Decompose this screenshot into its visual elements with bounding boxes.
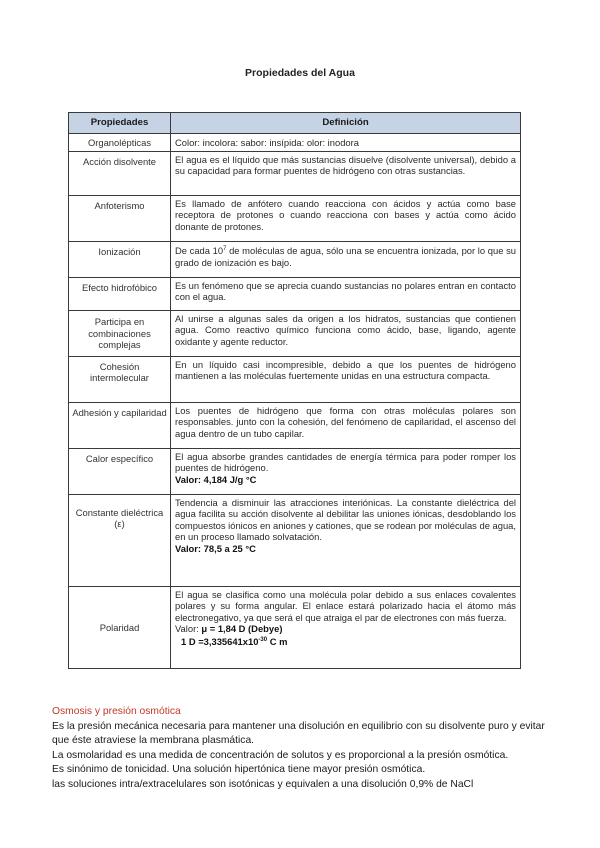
property-definition: En un líquido casi incompresible, debido a que los puentes de hidrógeno mantienen a las moléculas fuertemente unidas en una estructura compacta. <box>171 357 521 403</box>
property-name: Polaridad <box>69 587 171 669</box>
table-row <box>69 495 521 587</box>
debye-exponent: -30 <box>258 636 268 643</box>
property-definition <box>171 495 521 587</box>
debye-conversion-end: C m <box>267 635 288 647</box>
ionization-text-end: de moléculas de agua, sólo una se encuentra ionizada, por lo que su grado de ionización es bajo. <box>175 245 516 268</box>
column-header-properties: Propiedades <box>69 113 171 134</box>
table-row <box>69 134 521 152</box>
property-name: Calor específico <box>69 449 171 495</box>
ionization-exponent: 7 <box>223 246 227 252</box>
polarity-value-label: Valor: <box>175 623 199 635</box>
table-row <box>69 449 521 495</box>
table-row <box>69 242 521 278</box>
osmosis-section <box>52 705 562 793</box>
property-name: Adhesión y capilaridad <box>69 403 171 449</box>
dielectric-definition-text: Tendencia a disminuir las atracciones interiónicas. La constante dieléctrica del agua facilita su acción disolvente al debilitar las uniones iónicas, desdoblando los compuestos iónicos en aniones y cationes, que se rodean por moléculas de agua, en un proceso llamado solvatación. <box>175 497 516 543</box>
property-name: Efecto hidrofóbico <box>69 278 171 311</box>
property-definition <box>171 242 521 278</box>
table-row <box>69 357 521 403</box>
polarity-dipole-value: μ = 1,84 D (Debye) <box>201 623 283 635</box>
polarity-value-line <box>175 623 516 634</box>
page-title: Propiedades del Agua <box>245 67 355 79</box>
paragraph-line: las soluciones intra/extracelulares son isotónicas y equivalen a una disolución 0,9% de NaCl <box>52 778 474 790</box>
table-row <box>69 587 521 669</box>
debye-conversion-start: 1 D =3,335641x10 <box>181 635 259 647</box>
paragraph-line: La osmolaridad es una medida de concentración de solutos y es proporcional a la presión osmótica. <box>52 749 509 761</box>
property-definition: Es llamado de anfótero cuando reacciona con ácidos y actúa como base receptora de protones o cuando reacciona con bases y actúa como ácido donante de protones. <box>171 196 521 242</box>
property-definition <box>171 449 521 495</box>
property-definition: Es un fenómeno que se aprecia cuando sustancias no polares entran en contacto con el agua. <box>171 278 521 311</box>
property-definition: Los puentes de hidrógeno que forma con otras moléculas polares son responsables. junto con la cohesión, del fenómeno de capilaridad, el ascenso del agua dentro de un tubo capilar. <box>171 403 521 449</box>
table-header-row <box>69 113 521 134</box>
property-name: Organolépticas <box>69 134 171 152</box>
property-name: Participa en combinaciones complejas <box>69 311 171 357</box>
debye-conversion <box>175 635 516 648</box>
table-row <box>69 311 521 357</box>
property-name: Anfoterismo <box>69 196 171 242</box>
property-definition: Color: incolora: sabor: insípida: olor: inodora <box>171 134 521 152</box>
property-name: Cohesión intermolecular <box>69 357 171 403</box>
property-definition: El agua es el líquido que más sustancias disuelve (disolvente universal), debido a su capacidad para formar puentes de hidrógeno con otras sustancias. <box>171 152 521 196</box>
ionization-text-start: De cada 10 <box>175 245 224 257</box>
section-heading: Osmosis y presión osmótica <box>52 706 181 717</box>
paragraph-line: Es la presión mecánica necesaria para mantener una disolución en equilibrio con su disolvente puro y evitar que éste atraviese la membrana plasmática. <box>52 720 545 747</box>
property-definition: Al unirse a algunas sales da origen a los hidratos, sustancias que contienen agua. Como reactivo químico funciona como ácido, base, ligando, agente oxidante y agente reductor. <box>171 311 521 357</box>
property-name: Constante dieléctrica (ε) <box>69 495 171 587</box>
column-header-definition: Definición <box>171 113 521 134</box>
property-definition <box>171 587 521 669</box>
properties-table <box>68 112 521 669</box>
paragraph-line: Es sinónimo de tonicidad. Una solución hipertónica tiene mayor presión osmótica. <box>52 764 426 776</box>
polarity-definition-text: El agua se clasifica como una molécula polar debido a sus enlaces covalentes polares y su forma angular. El enlace estará polarizado hacia el átomo más electronegativo, ya que será el que atraiga el par de electrones con más fuerza. <box>175 589 516 623</box>
table-row <box>69 278 521 311</box>
property-name: Ionización <box>69 242 171 278</box>
table-row <box>69 152 521 196</box>
table-row <box>69 403 521 449</box>
dielectric-value: Valor: 78,5 a 25 °C <box>175 542 256 554</box>
table-row <box>69 196 521 242</box>
calor-value: Valor: 4,184 J/g °C <box>175 473 257 485</box>
property-name: Acción disolvente <box>69 152 171 196</box>
calor-definition-text: El agua absorbe grandes cantidades de energía térmica para poder romper los puentes de hidrógeno. <box>175 451 516 474</box>
